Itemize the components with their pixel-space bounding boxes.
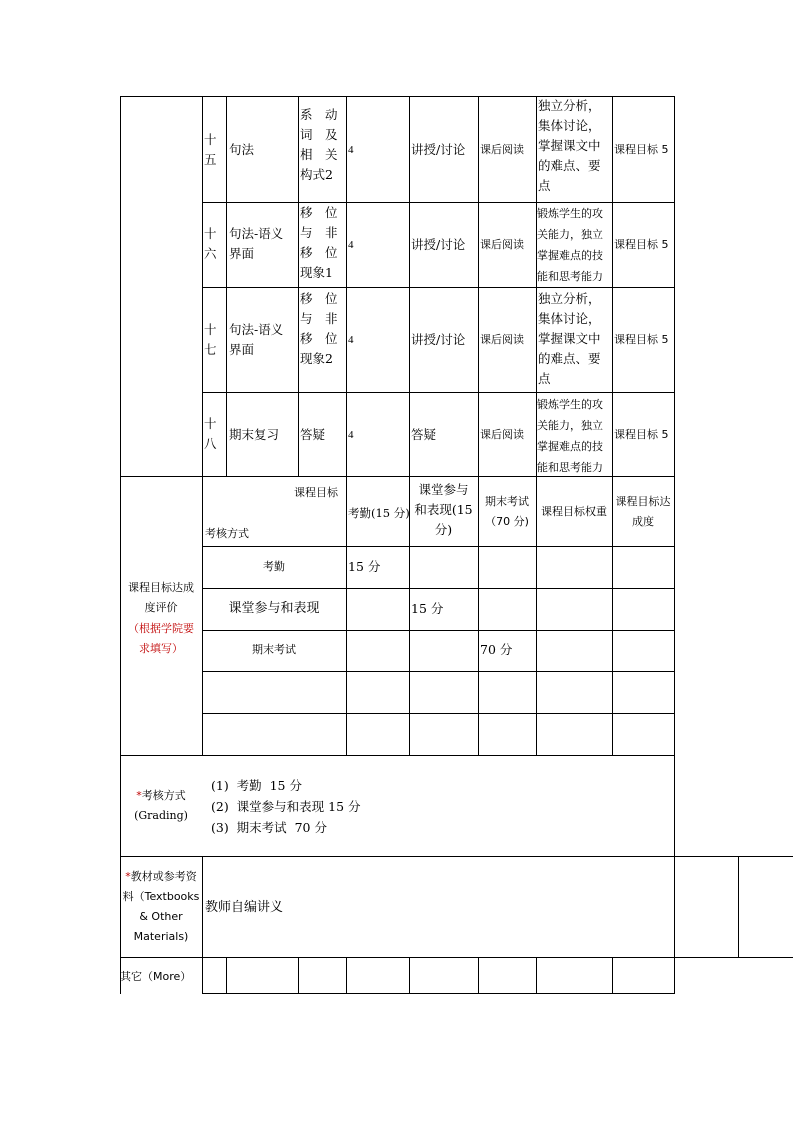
hours-cell: 4: [348, 239, 354, 251]
method-cell: 讲授/讨论: [411, 237, 466, 252]
header-participation: 课堂参与 和表现(15 分): [414, 482, 473, 537]
assignment-cell: 课后阅读: [480, 428, 524, 441]
row-participation-label: 课堂参与和表现: [228, 601, 320, 616]
diagonal-header-bottom: 考核方式: [205, 527, 249, 540]
diagonal-header-top: 课程目标: [294, 486, 338, 499]
requirement-cell: 锻炼学生的攻 关能力，独立 掌握难点的技 能和思考能力: [537, 398, 603, 474]
value-attendance: 15 分: [348, 559, 381, 574]
hours-cell: 4: [348, 144, 354, 156]
topic-cell: 期末复习: [229, 427, 280, 442]
content-cell: 系 动 词 及 相 关 构式2: [300, 107, 338, 182]
topic-cell: 句法: [229, 142, 255, 157]
method-cell: 答疑: [411, 427, 437, 442]
grading-label-en: (Grading): [134, 809, 188, 822]
header-weight: 课程目标权重: [541, 505, 607, 518]
goal-cell: 课程目标 5: [614, 428, 669, 441]
goal-cell: 课程目标 5: [614, 238, 669, 251]
materials-value: 教师自编讲义: [205, 900, 284, 915]
value-final: 70 分: [480, 642, 513, 657]
assignment-cell: 课后阅读: [480, 143, 524, 156]
evaluation-note: （根据学院要 求填写）: [128, 622, 194, 655]
topic-cell: 句法-语义 界面: [229, 226, 284, 261]
hours-cell: 4: [348, 334, 354, 346]
goal-cell: 课程目标 5: [614, 143, 669, 156]
evaluation-label: 课程目标达成 度评价: [128, 581, 194, 614]
grading-item: (2) 课堂参与和表现 15 分: [211, 799, 361, 814]
value-participation: 15 分: [411, 601, 444, 616]
grading-item: (1) 考勤 15 分: [211, 778, 302, 793]
content-cell: 移 位 与 非 移 位 现象1: [300, 205, 338, 280]
requirement-cell: 独立分析， 集体讨论， 掌握课文中 的难点、要 点: [538, 291, 601, 386]
header-attendance: 考勤(15 分): [348, 506, 410, 520]
hours-cell: 4: [348, 429, 354, 441]
method-cell: 讲授/讨论: [411, 332, 466, 347]
method-cell: 讲授/讨论: [411, 142, 466, 157]
other-label: 其它（More）: [120, 970, 192, 983]
assignment-cell: 课后阅读: [480, 238, 524, 251]
week-cell: 十 八: [204, 416, 217, 451]
content-cell: 移 位 与 非 移 位 现象2: [300, 291, 338, 366]
week-cell: 十 五: [204, 132, 217, 167]
requirement-cell: 独立分析， 集体讨论， 掌握课文中 的难点、要 点: [538, 98, 601, 193]
requirement-cell: 锻炼学生的攻 关能力，独立 掌握难点的技 能和思考能力: [537, 207, 603, 283]
row-attendance-label: 考勤: [263, 560, 285, 573]
grading-item: (3) 期末考试 70 分: [211, 820, 327, 835]
header-final: 期末考试 （70 分): [485, 495, 529, 528]
topic-cell: 句法-语义 界面: [229, 322, 284, 357]
week-cell: 十 六: [204, 226, 217, 261]
assignment-cell: 课后阅读: [480, 333, 524, 346]
week-cell: 十 七: [204, 322, 217, 357]
goal-cell: 课程目标 5: [614, 333, 669, 346]
header-achievement: 课程目标达 成度: [615, 495, 671, 528]
content-cell: 答疑: [300, 427, 326, 442]
grading-label: *考核方式: [136, 789, 186, 802]
materials-label: *教材或参考资 料（Textbooks & Other Materials): [122, 870, 200, 943]
row-final-label: 期末考试: [252, 643, 296, 656]
